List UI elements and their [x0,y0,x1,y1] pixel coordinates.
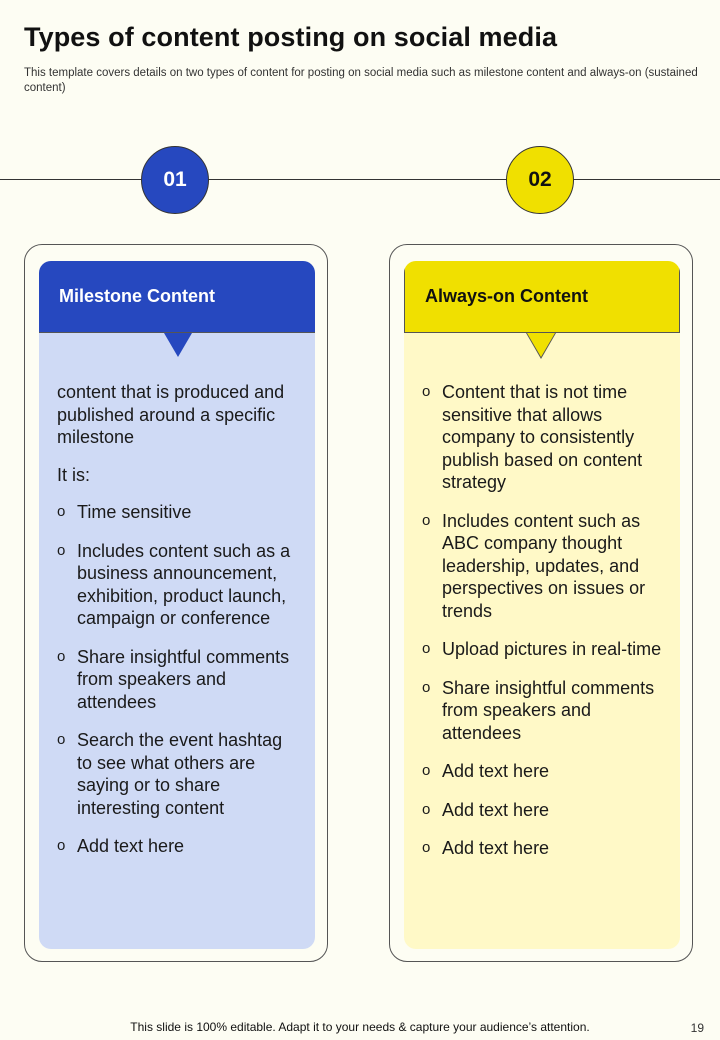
step-badge-02: 02 [506,146,574,214]
list-item: o Time sensitive [57,502,192,522]
bullet-icon: o [422,383,431,400]
bullet-list [57,501,301,858]
bullet-icon: o [422,640,431,657]
step-badge-01: 01 [141,146,209,214]
pointer-arrow-icon [164,333,192,357]
bullet-icon: o [422,762,431,779]
card-intro: content that is produced and published around a specific milestone [57,382,285,447]
page-number: 19 [690,1021,704,1035]
bullet-icon: o [422,678,431,696]
list-item: o Share insightful comments from speakers and attendees [422,677,655,743]
page-title: Types of content posting on social media [24,22,558,52]
bullet-icon: o [57,503,66,520]
list-item: o Add text here [422,761,550,781]
list-item: o Includes content such as a business announcement, exhibition, product launch, campaign or conference [57,540,291,628]
list-item: o Content that is not time sensitive that allows company to consistently publish based on content strategy [422,382,643,492]
card-panel [39,261,315,949]
card-intro-label: It is: [57,464,91,485]
list-item: o Add text here [57,836,185,856]
page-subtitle: This template covers details on two types of content for posting on social media such as milestone content and always-on (sustained content) [24,67,698,94]
list-item: o Upload pictures in real-time [422,639,662,659]
bullet-icon: o [57,731,66,748]
bullet-icon: o [422,839,431,856]
card-heading: Milestone Content [39,261,315,333]
list-item: o Add text here [422,799,550,820]
list-item: o Search the event hashtag to see what others are saying or to share interesting content [57,730,283,818]
bullet-icon: o [422,800,431,818]
bullet-icon: o [57,647,66,665]
card-body [422,381,666,876]
timeline-line [0,179,720,180]
milestone-content-card [24,244,328,962]
list-item: o Includes content such as ABC company thought leadership, updates, and perspectives on issues or trends [422,510,646,621]
list-item: o Add text here [422,838,550,858]
pointer-arrow-icon [527,333,555,357]
card-heading: Always-on Content [404,261,680,333]
always-on-content-card [389,244,693,962]
card-body [57,381,301,874]
bullet-list [422,381,666,860]
bullet-icon: o [57,541,66,559]
bullet-icon: o [57,837,66,854]
footer-note: This slide is 100% editable. Adapt it to your needs & capture your audience’s attention. [130,1020,590,1034]
list-item: o Share insightful comments from speakers and attendees [57,646,290,712]
card-panel [404,261,680,949]
bullet-icon: o [422,511,431,529]
